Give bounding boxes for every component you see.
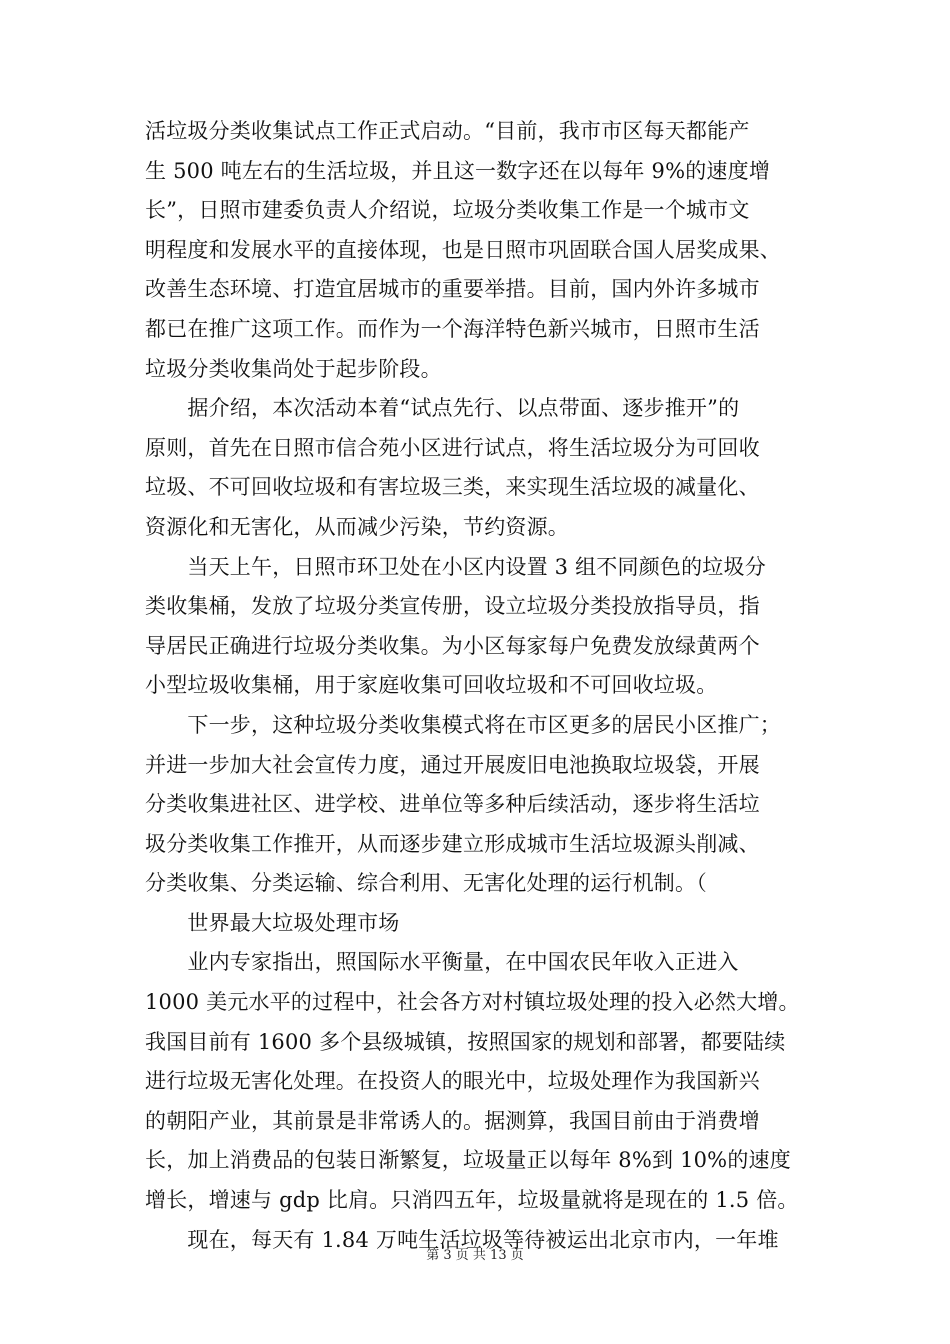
text-line: 分类收集、分类运输、综合利用、无害化处理的运行机制。（ — [145, 871, 707, 896]
text-line: 的朝阳产业，其前景是非常诱人的。据测算，我国目前由于消费增 — [145, 1108, 760, 1133]
body-text — [145, 112, 815, 1260]
text-line: 增长，增速与 gdp 比肩。只消四五年，垃圾量就将是现在的 1.5 倍。 — [145, 1188, 799, 1213]
text-line: 长”，日照市建委负责人介绍说，垃圾分类收集工作是一个城市文 — [145, 198, 750, 223]
text-line: 类收集桶，发放了垃圾分类宣传册，设立垃圾分类投放指导员，指 — [145, 594, 760, 619]
text-line: 分类收集进社区、进学校、进单位等多种后续活动，逐步将生活垃 — [145, 792, 760, 817]
text-line: 生 500 吨左右的生活垃圾，并且这一数字还在以每年 9%的速度增 — [145, 158, 771, 183]
text-line: 小型垃圾收集桶，用于家庭收集可回收垃圾和不可回收垃圾。 — [145, 673, 718, 698]
text-line: 下一步，这种垃圾分类收集模式将在市区更多的居民小区推广； — [145, 712, 781, 737]
text-line: 据介绍，本次活动本着“试点先行、以点带面、逐步推开”的 — [145, 396, 740, 421]
text-line: 并进一步加大社会宣传力度，通过开展废旧电池换取垃圾袋，开展 — [145, 752, 760, 777]
text-line: 进行垃圾无害化处理。在投资人的眼光中，垃圾处理作为我国新兴 — [145, 1069, 760, 1094]
text-line: 现在，每天有 1.84 万吨生活垃圾等待被运出北京市内，一年堆 — [145, 1227, 779, 1252]
text-line: 改善生态环境、打造宜居城市的重要举措。目前，国内外许多城市 — [145, 277, 760, 302]
text-line: 长，加上消费品的包装日渐繁复，垃圾量正以每年 8%到 10%的速度 — [145, 1148, 791, 1173]
text-line: 垃圾分类收集尚处于起步阶段。 — [145, 356, 442, 381]
text-line: 活垃圾分类收集试点工作正式启动。“目前，我市市区每天都能产 — [145, 119, 750, 143]
page-number-label: 第 3 页 共 13 页 — [426, 1248, 524, 1263]
section-heading: 世界最大垃圾处理市场 — [145, 910, 400, 935]
page-footer — [0, 1244, 950, 1263]
text-line: 业内专家指出，照国际水平衡量，在中国农民年收入正进入 — [145, 950, 739, 975]
text-line: 原则，首先在日照市信合苑小区进行试点，将生活垃圾分为可回收 — [145, 435, 760, 460]
text-line: 导居民正确进行垃圾分类收集。为小区每家每户免费发放绿黄两个 — [145, 633, 760, 658]
text-line: 资源化和无害化，从而减少污染，节约资源。 — [145, 514, 569, 539]
text-line: 当天上午，日照市环卫处在小区内设置 3 组不同颜色的垃圾分 — [145, 554, 766, 579]
text-line: 明程度和发展水平的直接体现，也是日照市巩固联合国人居奖成果、 — [145, 237, 781, 262]
text-line: 1000 美元水平的过程中，社会各方对村镇垃圾处理的投入必然大增。 — [145, 990, 800, 1015]
text-line: 都已在推广这项工作。而作为一个海洋特色新兴城市，日照市生活 — [145, 316, 760, 341]
text-line: 垃圾、不可回收垃圾和有害垃圾三类，来实现生活垃圾的减量化、 — [145, 475, 760, 500]
text-line: 圾分类收集工作推开，从而逐步建立形成城市生活垃圾源头削减、 — [145, 831, 760, 856]
text-line: 我国目前有 1600 多个县级城镇，按照国家的规划和部署，都要陆续 — [145, 1029, 786, 1054]
